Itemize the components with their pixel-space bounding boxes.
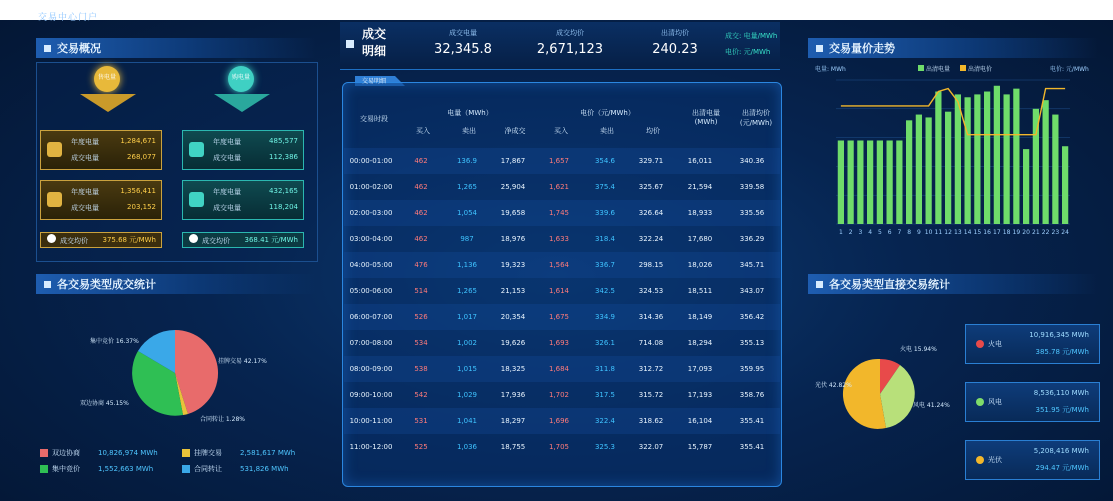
table-cell: 345.71 [739, 261, 765, 269]
table-cell: 315.72 [638, 391, 664, 399]
table-cell: 714.08 [638, 339, 664, 347]
table-cell: 17,680 [687, 235, 713, 243]
table-row[interactable] [344, 148, 780, 174]
legend-value: 10,826,974 MWh [98, 449, 158, 457]
table-cell: 526 [414, 313, 428, 321]
bar [1062, 146, 1068, 224]
column-subheader: 卖出 [462, 127, 476, 135]
x-tick-label: 24 [1061, 229, 1069, 236]
x-tick-label: 15 [973, 229, 982, 236]
table-cell: 1,675 [548, 313, 570, 321]
kpi-amount: 成交均价 2,671,123 [536, 29, 604, 57]
table-cell: 1,614 [548, 287, 570, 295]
table-cell: 18,297 [500, 417, 526, 425]
x-tick-label: 11 [934, 229, 943, 236]
table-cell: 462 [414, 157, 428, 165]
trend-chart [808, 74, 1098, 264]
table-cell: 318.4 [594, 235, 616, 243]
table-cell: 339.6 [594, 209, 616, 217]
table-row[interactable] [344, 174, 780, 200]
table-cell: 18,149 [687, 313, 713, 321]
table-cell: 18,755 [500, 443, 526, 451]
arrow-down-icon [214, 94, 270, 112]
table-cell: 325.67 [638, 183, 664, 191]
table-cell: 01:00-02:00 [349, 183, 393, 191]
legend-swatch [40, 449, 48, 457]
meter-icon [47, 142, 62, 157]
center-title: 成交 明细 [362, 27, 387, 58]
bar [984, 92, 990, 224]
table-cell: 1,702 [548, 391, 570, 399]
x-tick-label: 2 [848, 229, 853, 236]
table-cell: 19,658 [500, 209, 526, 217]
stat-card[interactable] [40, 130, 162, 170]
table-row[interactable] [344, 252, 780, 278]
stat-card[interactable] [182, 130, 304, 170]
price-icon [189, 234, 198, 243]
trophy-label: 购电量 [231, 74, 250, 81]
unit-notes: 成交: 电量/MWh 电价: 元/MWh [725, 32, 778, 56]
x-tick-label: 22 [1041, 229, 1050, 236]
table-cell: 08:00-09:00 [349, 365, 393, 373]
price-line [841, 89, 1065, 135]
x-tick-label: 6 [887, 229, 892, 236]
table-cell: 326.64 [638, 209, 664, 217]
table-cell: 462 [414, 183, 428, 191]
card-label: 光伏 [988, 456, 1002, 464]
x-tick-label: 3 [858, 229, 863, 236]
legend-item [182, 448, 295, 458]
avg-price-card[interactable] [182, 232, 304, 248]
square-icon [346, 40, 354, 48]
table-cell: 336.29 [739, 235, 765, 243]
table-cell: 336.7 [594, 261, 616, 269]
mini-value: 368.41 元/MWh [244, 236, 298, 244]
meter-icon [47, 192, 62, 207]
price-icon [47, 234, 56, 243]
table-cell: 136.9 [456, 157, 478, 165]
table-cell: 314.36 [638, 313, 664, 321]
table-cell: 16,104 [687, 417, 713, 425]
legend-label: 双边协商 [52, 449, 80, 457]
pie-label: 风电 41.24% [913, 402, 950, 409]
table-cell: 1,036 [456, 443, 478, 451]
bar [867, 140, 873, 224]
pie-label: 火电 15.94% [900, 346, 937, 353]
square-icon [816, 281, 823, 288]
table-cell: 326.1 [594, 339, 616, 347]
card-value: 118,204 [269, 203, 298, 211]
table-cell: 16,011 [687, 157, 713, 165]
table-cell: 11:00-12:00 [349, 443, 393, 451]
square-icon [816, 45, 823, 52]
table-row[interactable] [344, 434, 780, 460]
table-cell: 514 [414, 287, 428, 295]
table-cell: 18,511 [687, 287, 713, 295]
legend-swatch [960, 65, 966, 71]
mini-label: 成交均价 [202, 237, 230, 245]
card-value: 112,386 [269, 153, 298, 161]
section-header-trend [808, 38, 1098, 58]
section-title: 各交易类型成交统计 [57, 278, 156, 291]
card-label: 成交电量 [213, 154, 241, 162]
table-cell: 531 [414, 417, 428, 425]
column-header: 出清电量 (MWh) [692, 109, 720, 126]
card-value: 10,916,345 MWh [1029, 331, 1089, 339]
legend-swatch [182, 465, 190, 473]
bar [955, 94, 961, 224]
table-cell: 21,153 [500, 287, 526, 295]
table-cell: 462 [414, 209, 428, 217]
top-strip [0, 0, 1113, 20]
bar [945, 112, 951, 224]
square-icon [44, 281, 51, 288]
x-tick-label: 1 [838, 229, 843, 236]
table-cell: 1,265 [456, 183, 478, 191]
x-tick-label: 12 [944, 229, 952, 236]
table-cell: 03:00-04:00 [349, 235, 393, 243]
bar [1023, 149, 1029, 224]
sell-trophy [76, 64, 136, 122]
card-value: 203,152 [127, 203, 156, 211]
table-cell: 17,193 [687, 391, 713, 399]
table-cell: 02:00-03:00 [349, 209, 393, 217]
table-cell: 00:00-01:00 [349, 157, 393, 165]
table-cell: 15,787 [687, 443, 713, 451]
x-tick-label: 10 [924, 229, 933, 236]
kpi-price: 出清均价 240.23 [652, 29, 698, 57]
arrow-down-icon [80, 94, 136, 112]
table-cell: 358.76 [739, 391, 765, 399]
pie-label: 光伏 42.82% [815, 382, 852, 389]
table-row[interactable] [344, 200, 780, 226]
table-cell: 355.41 [739, 443, 765, 451]
bar [994, 86, 1000, 224]
section-title: 交易概况 [57, 42, 101, 55]
table-cell: 355.13 [739, 339, 765, 347]
table-cell: 05:00-06:00 [349, 287, 393, 295]
table-cell: 538 [414, 365, 428, 373]
bar [926, 117, 932, 224]
x-tick-label: 13 [954, 229, 962, 236]
table-row[interactable] [344, 226, 780, 252]
table-cell: 334.9 [594, 313, 616, 321]
table-cell: 322.07 [638, 443, 664, 451]
legend-swatch [40, 465, 48, 473]
avg-price-card[interactable] [40, 232, 162, 248]
card-label: 年度电量 [71, 188, 99, 196]
table-cell: 1,029 [456, 391, 478, 399]
pie-slice-solar [843, 359, 886, 429]
table-cell: 25,904 [500, 183, 526, 191]
legend-item [40, 464, 153, 474]
kpi-volume: 成交电量 32,345.8 [434, 29, 492, 57]
direct-card-solar[interactable] [965, 440, 1100, 480]
table-cell: 1,705 [548, 443, 570, 451]
bar [974, 94, 980, 224]
legend-value: 1,552,663 MWh [98, 465, 154, 473]
table-cell: 18,294 [687, 339, 713, 347]
table-cell: 354.6 [594, 157, 616, 165]
legend-label: 集中竞价 [52, 465, 80, 473]
table-row[interactable] [344, 408, 780, 434]
bar [838, 140, 844, 224]
pie-label: 挂牌交易 42.17% [218, 358, 267, 365]
table-cell: 1,002 [456, 339, 478, 347]
column-subheader: 净成交 [504, 127, 526, 135]
table-cell: 17,867 [500, 157, 526, 165]
table-cell: 335.56 [739, 209, 765, 217]
table-cell: 10:00-11:00 [349, 417, 393, 425]
section-header-trade-types [36, 274, 316, 294]
table-cell: 318.62 [638, 417, 664, 425]
table-cell: 329.71 [638, 157, 664, 165]
table-cell: 298.15 [638, 261, 664, 269]
card-value: 1,356,411 [120, 187, 156, 195]
table-row[interactable] [344, 356, 780, 382]
card-value: 294.47 元/MWh [1035, 464, 1089, 472]
trade-type-pie [120, 318, 230, 428]
meter-icon [189, 192, 204, 207]
x-tick-label: 16 [983, 229, 991, 236]
meter-icon [189, 142, 204, 157]
bar [1043, 100, 1049, 224]
card-value: 385.78 元/MWh [1035, 348, 1089, 356]
bar [877, 140, 883, 224]
bar [935, 92, 941, 224]
table-cell: 375.4 [594, 183, 616, 191]
trophy-label: 售电量 [97, 74, 116, 81]
table-cell: 312.72 [638, 365, 664, 373]
column-group-header: 电量（MWh） [447, 109, 493, 117]
table-cell: 1,693 [548, 339, 570, 347]
bar [906, 120, 912, 224]
table-cell: 987 [460, 235, 474, 243]
bar [916, 115, 922, 224]
table-cell: 07:00-08:00 [349, 339, 393, 347]
table-cell: 21,594 [687, 183, 713, 191]
table-cell: 1,684 [548, 365, 570, 373]
dot-icon [976, 456, 984, 464]
card-value: 5,208,416 MWh [1033, 447, 1089, 455]
table-cell: 18,933 [687, 209, 713, 217]
table-cell: 1,054 [456, 209, 478, 217]
card-label: 成交电量 [71, 154, 99, 162]
axis-unit-left: 电量: MWh [815, 66, 846, 73]
legend-value: 531,826 MWh [240, 465, 289, 473]
section-title: 交易量价走势 [829, 42, 895, 55]
column-header: 出清均价 (元/MWh) [739, 109, 773, 127]
direct-card-thermal[interactable] [965, 324, 1100, 364]
table-cell: 1,696 [548, 417, 570, 425]
table-cell: 20,354 [500, 313, 526, 321]
x-tick-label: 17 [993, 229, 1001, 236]
table-cell: 542 [414, 391, 428, 399]
x-tick-label: 9 [916, 229, 921, 236]
section-title: 各交易类型直接交易统计 [829, 278, 950, 291]
card-value: 1,284,671 [120, 137, 156, 145]
table-cell: 17,936 [500, 391, 526, 399]
table-row[interactable] [344, 304, 780, 330]
table-cell: 343.07 [739, 287, 765, 295]
table-cell: 325.3 [594, 443, 616, 451]
direct-trade-pie [840, 354, 920, 434]
legend-swatch [918, 65, 924, 71]
column-subheader: 买入 [416, 127, 430, 135]
direct-card-wind[interactable] [965, 382, 1100, 422]
table-row[interactable] [344, 382, 780, 408]
table-cell: 534 [414, 339, 428, 347]
table-cell: 1,041 [456, 417, 478, 425]
table-cell: 317.5 [594, 391, 616, 399]
table-cell: 1,015 [456, 365, 478, 373]
table-cell: 06:00-07:00 [349, 313, 393, 321]
column-header: 交易时段 [360, 115, 388, 123]
x-tick-label: 19 [1012, 229, 1021, 236]
table-cell: 476 [414, 261, 428, 269]
legend-item: 出清电价 [960, 64, 992, 73]
table-cell: 339.58 [739, 183, 765, 191]
legend-item: 出清电量 [918, 64, 950, 73]
x-tick-label: 7 [897, 229, 902, 236]
pie-label: 双边协商 45.15% [80, 400, 129, 407]
card-value: 268,077 [127, 153, 156, 161]
table-cell: 356.42 [739, 313, 765, 321]
card-label: 年度电量 [71, 138, 99, 146]
bar [1004, 94, 1010, 224]
x-tick-label: 23 [1051, 229, 1060, 236]
column-subheader: 卖出 [600, 127, 614, 135]
section-header-direct [808, 274, 1098, 294]
x-tick-label: 8 [907, 229, 912, 236]
mini-label: 成交均价 [60, 237, 88, 245]
card-value: 485,577 [269, 137, 298, 145]
card-label: 成交电量 [71, 204, 99, 212]
legend-swatch [182, 449, 190, 457]
column-subheader: 均价 [646, 127, 660, 135]
legend-value: 2,581,617 MWh [240, 449, 296, 457]
table-cell: 1,136 [456, 261, 478, 269]
bar [896, 140, 902, 224]
table-cell: 1,265 [456, 287, 478, 295]
table-row[interactable] [344, 330, 780, 356]
table-cell: 322.24 [638, 235, 664, 243]
bar [857, 140, 863, 224]
legend-item [40, 448, 158, 458]
dot-icon [976, 398, 984, 406]
table-cell: 311.8 [594, 365, 616, 373]
card-label: 成交电量 [213, 204, 241, 212]
x-tick-label: 4 [868, 229, 873, 236]
table-cell: 1,657 [548, 157, 570, 165]
center-kpi-bar [340, 22, 780, 70]
table-cell: 1,564 [548, 261, 570, 269]
bar [1013, 89, 1019, 224]
table-row[interactable] [344, 278, 780, 304]
bar [887, 140, 893, 224]
table-cell: 340.36 [739, 157, 765, 165]
square-icon [44, 45, 51, 52]
table-cell: 525 [414, 443, 428, 451]
table-cell: 19,626 [500, 339, 526, 347]
card-value: 8,536,110 MWh [1033, 389, 1089, 397]
column-group-header: 电价（元/MWh） [580, 109, 635, 117]
stat-card[interactable] [40, 180, 162, 220]
table-cell: 18,976 [500, 235, 526, 243]
table-cell: 1,633 [548, 235, 570, 243]
legend-item [182, 464, 289, 474]
table-cell: 19,323 [500, 261, 526, 269]
card-value: 432,165 [269, 187, 298, 195]
card-label: 火电 [988, 340, 1002, 348]
page-title: 交易中心门户 [38, 13, 99, 23]
chart-legend [918, 64, 992, 73]
card-label: 风电 [988, 398, 1002, 406]
legend-label: 合同转让 [194, 465, 222, 473]
table-cell: 1,621 [548, 183, 570, 191]
section-header-overview [36, 38, 316, 58]
table-cell: 18,325 [500, 365, 526, 373]
table-cell: 09:00-10:00 [349, 391, 393, 399]
table-cell: 04:00-05:00 [349, 261, 393, 269]
card-value: 351.95 元/MWh [1035, 406, 1089, 414]
bar [1052, 115, 1058, 224]
column-subheader: 买入 [554, 127, 568, 135]
table-cell: 322.4 [594, 417, 616, 425]
stat-card[interactable] [182, 180, 304, 220]
card-label: 年度电量 [213, 188, 241, 196]
pie-label: 合同转让 1.28% [200, 416, 245, 423]
buy-trophy [210, 64, 270, 122]
table-cell: 462 [414, 235, 428, 243]
axis-unit-right: 电价: 元/MWh [1050, 66, 1089, 73]
bar [965, 97, 971, 224]
mini-value: 375.68 元/MWh [102, 236, 156, 244]
legend-label: 挂牌交易 [194, 449, 222, 457]
table-cell: 342.5 [594, 287, 616, 295]
x-tick-label: 21 [1032, 229, 1040, 236]
table-cell: 355.41 [739, 417, 765, 425]
table-cell: 18,026 [687, 261, 713, 269]
x-tick-label: 18 [1002, 229, 1011, 236]
table-cell: 17,093 [687, 365, 713, 373]
table-cell: 1,017 [456, 313, 478, 321]
tab-label: 交易明细 [362, 78, 387, 85]
bar [848, 140, 854, 224]
dot-icon [976, 340, 984, 348]
table-cell: 359.95 [739, 365, 765, 373]
x-tick-label: 20 [1022, 229, 1030, 236]
table-cell: 1,745 [548, 209, 570, 217]
x-tick-label: 14 [963, 229, 972, 236]
pie-label: 集中竞价 16.37% [90, 338, 139, 345]
x-tick-label: 5 [877, 229, 882, 236]
card-label: 年度电量 [213, 138, 241, 146]
table-cell: 324.53 [638, 287, 664, 295]
